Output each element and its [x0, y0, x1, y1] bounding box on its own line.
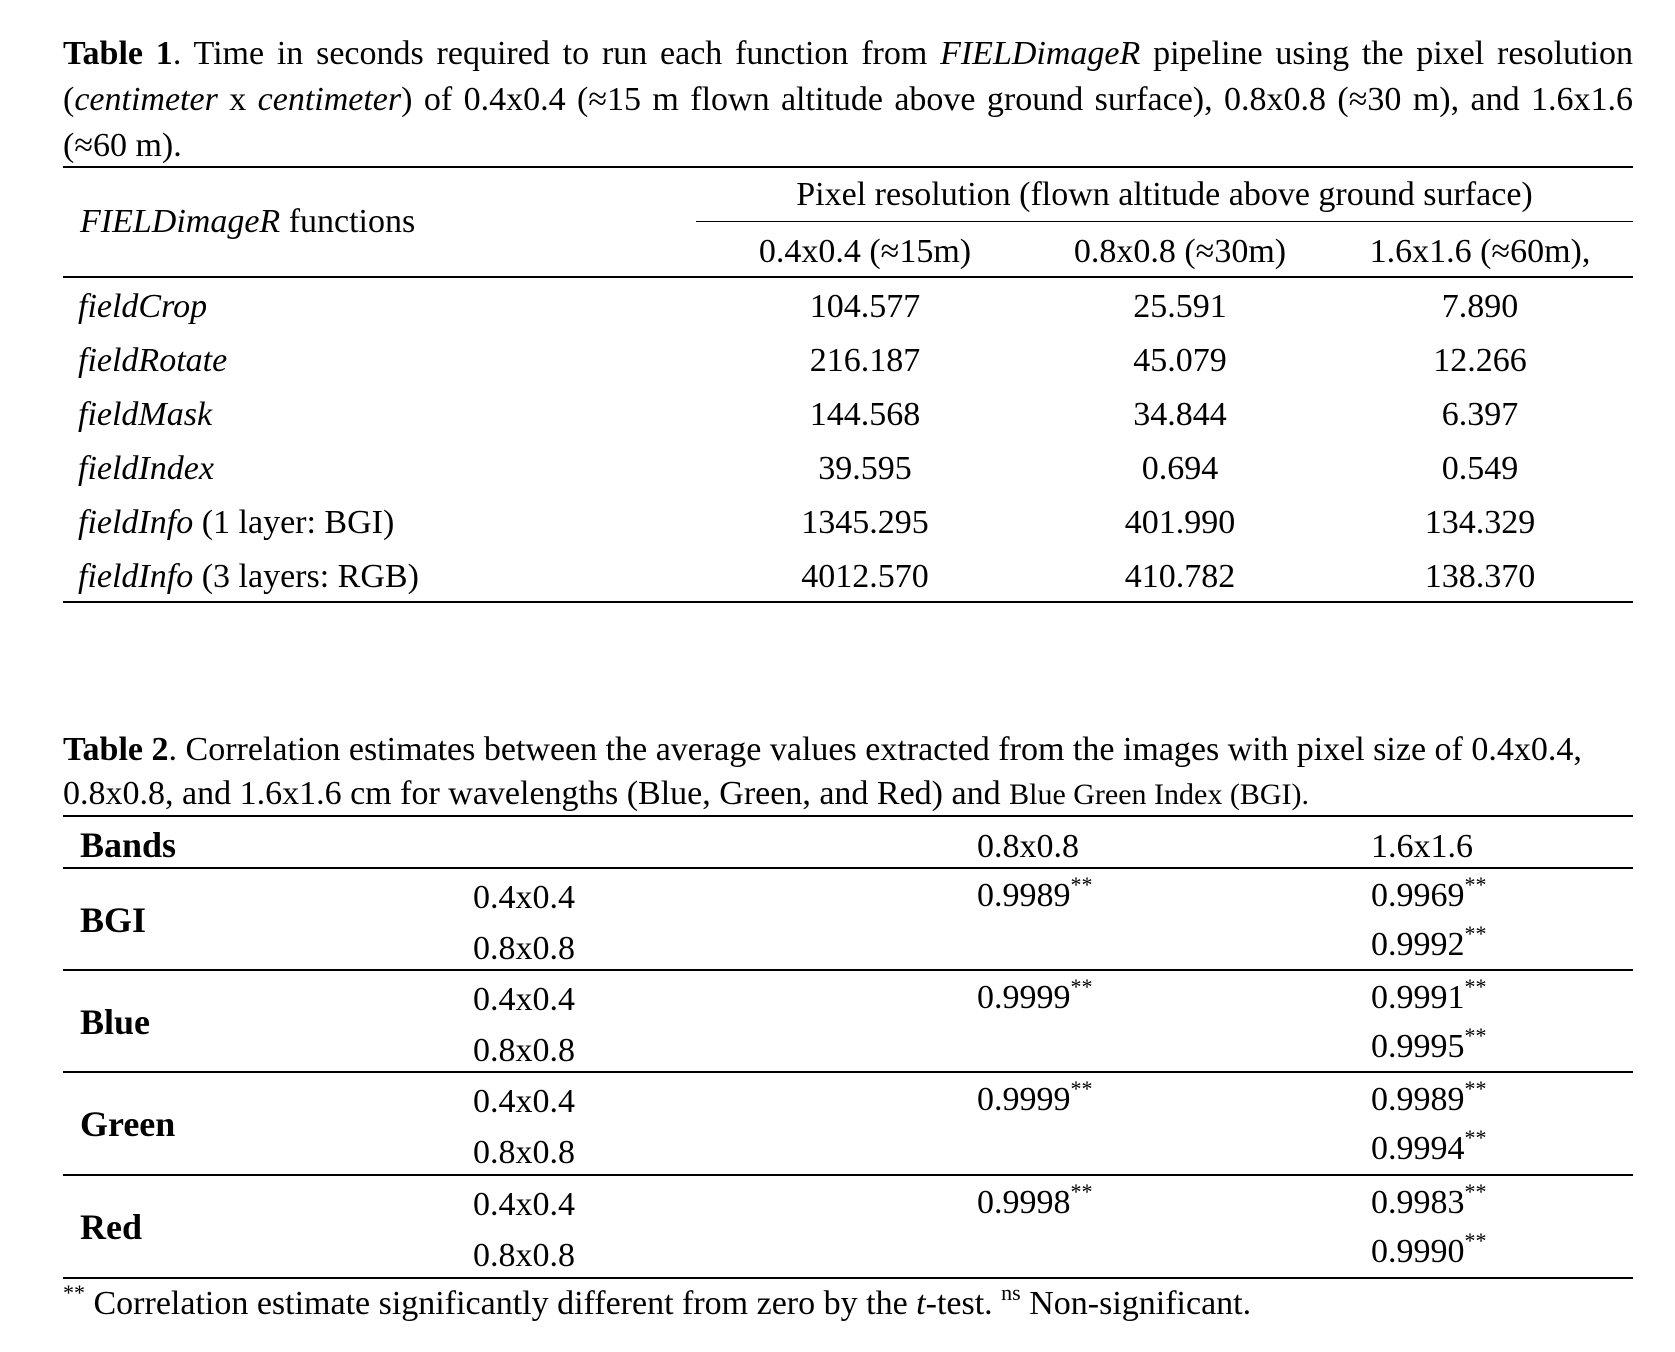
- table1-col-header: 0.8x0.8 (≈30m): [1073, 233, 1287, 270]
- band-label: Blue: [80, 1002, 151, 1042]
- correlation-value: [1371, 1023, 1487, 1067]
- function-name: fieldCrop: [78, 288, 208, 325]
- significance-mark: **: [1464, 1228, 1487, 1253]
- row-label: 0.8x0.8: [473, 1237, 575, 1274]
- table2-group-rule: [63, 1174, 1633, 1176]
- table1-cell: 45.079: [1133, 342, 1227, 379]
- row-label: 0.8x0.8: [473, 930, 575, 967]
- function-extra: (1 layer: BGI): [193, 504, 395, 541]
- significance-mark: **: [1464, 1179, 1487, 1204]
- correlation-value: [1371, 1125, 1487, 1169]
- table1-cell: 144.568: [809, 396, 921, 433]
- table1-row-label: [78, 557, 419, 597]
- value-text: 0.9995: [1371, 1028, 1465, 1065]
- table2-group-rule: [63, 969, 1633, 971]
- table2-col-header: 1.6x1.6: [1371, 828, 1473, 865]
- table1-col-header: 0.4x0.4 (≈15m): [758, 233, 972, 270]
- value-text: 0.9999: [977, 979, 1071, 1016]
- band-label: Green: [80, 1104, 176, 1144]
- table1-cell: 410.782: [1124, 558, 1236, 595]
- table1-cell: 39.595: [818, 450, 912, 487]
- table1-cell: 34.844: [1133, 396, 1227, 433]
- correlation-value: [977, 1076, 1093, 1120]
- footnote-text: t: [916, 1285, 926, 1322]
- footnote-ns-mark: ns: [1001, 1280, 1021, 1305]
- table1-cell: 1345.295: [801, 504, 929, 541]
- significance-mark: **: [1464, 872, 1487, 897]
- table1-row-label: [78, 503, 394, 543]
- row-label: 0.4x0.4: [473, 879, 575, 916]
- table1-cell: 216.187: [809, 342, 921, 379]
- row-label: 0.4x0.4: [473, 981, 575, 1018]
- value-text: 0.9989: [1371, 1081, 1465, 1118]
- function-name: fieldIndex: [78, 450, 214, 487]
- table2-top-rule: [63, 815, 1633, 817]
- table2-bottom-rule: [63, 1277, 1633, 1279]
- value-text: 0.9969: [1371, 877, 1465, 914]
- table2-footnote: [63, 1280, 1252, 1324]
- value-text: 0.9989: [977, 877, 1071, 914]
- table1-spanner-header: Pixel resolution (flown altitude above ground surface): [796, 176, 1533, 213]
- caption-text: . Time in seconds required to run each function from: [172, 35, 941, 72]
- caption-text: x: [217, 81, 258, 118]
- table1-row-label: [78, 287, 207, 327]
- function-name: fieldMask: [78, 396, 213, 433]
- row-label: 0.4x0.4: [473, 1186, 575, 1223]
- band-label: Red: [80, 1207, 142, 1247]
- table1-cell: 134.329: [1424, 504, 1536, 541]
- row-label: 0.4x0.4: [473, 1083, 575, 1120]
- correlation-value: [1371, 921, 1487, 965]
- significance-mark: **: [1464, 974, 1487, 999]
- caption-text: FIELDimageR: [940, 35, 1141, 72]
- caption-text: . Correlation estimates between the average values extracted from the images with pixel size of 0.4x0.4, 0.8x0.8, and 1.6x1.6 cm for wavelengths (Blue, Green, and Red) and: [63, 731, 1582, 812]
- caption-text: centimeter: [74, 81, 218, 118]
- table1-caption: [63, 31, 1633, 169]
- table2-caption: [63, 728, 1633, 817]
- stub-header-italic: FIELDimageR: [80, 203, 281, 240]
- significance-mark: **: [1070, 1076, 1093, 1101]
- significance-mark: **: [1464, 921, 1487, 946]
- significance-mark: **: [1464, 1076, 1487, 1101]
- table2-bands-header: Bands: [80, 825, 177, 865]
- table1-stub-header: [80, 202, 415, 242]
- value-text: 0.9983: [1371, 1184, 1465, 1221]
- value-text: 0.9994: [1371, 1130, 1465, 1167]
- significance-mark: **: [1464, 1125, 1487, 1150]
- table1-cell: 401.990: [1124, 504, 1236, 541]
- function-extra: (3 layers: RGB): [193, 558, 419, 595]
- band-label: BGI: [80, 900, 147, 940]
- table1-header-rule: [63, 276, 1633, 278]
- footnote-text: Correlation estimate significantly different from zero by the: [85, 1285, 917, 1322]
- correlation-value: [977, 974, 1093, 1018]
- table1-cell: 7.890: [1441, 288, 1519, 325]
- significance-mark: **: [1070, 872, 1093, 897]
- table1-col-header: 1.6x1.6 (≈60m),: [1369, 233, 1591, 270]
- table1-cell: 4012.570: [801, 558, 929, 595]
- correlation-value: [977, 1179, 1093, 1223]
- table1-cell: 25.591: [1133, 288, 1227, 325]
- caption-text: pipeline using the pixel resolution (: [63, 35, 1633, 118]
- caption-text-small: Blue Green Index (BGI).: [1009, 778, 1309, 811]
- function-name: fieldRotate: [78, 342, 228, 379]
- correlation-value: [1371, 1228, 1487, 1272]
- significance-mark: **: [1070, 1179, 1093, 1204]
- row-label: 0.8x0.8: [473, 1032, 575, 1069]
- row-label: 0.8x0.8: [473, 1134, 575, 1171]
- function-name: fieldInfo: [78, 504, 194, 541]
- value-text: 0.9998: [977, 1184, 1071, 1221]
- table1-cell: 104.577: [809, 288, 921, 325]
- stub-header-rest: functions: [280, 203, 416, 240]
- table2-caption-label: Table 2: [63, 731, 169, 768]
- value-text: 0.9999: [977, 1081, 1071, 1118]
- correlation-value: [1371, 1179, 1487, 1223]
- table1-bottom-rule: [63, 601, 1633, 603]
- footnote-mark: **: [63, 1280, 85, 1305]
- correlation-value: [977, 872, 1093, 916]
- table2-col-header: 0.8x0.8: [977, 828, 1079, 865]
- table1-row-label: [78, 341, 227, 381]
- table1-cell: 0.694: [1141, 450, 1219, 487]
- function-name: fieldInfo: [78, 558, 194, 595]
- correlation-value: [1371, 872, 1487, 916]
- footnote-text: Non-significant.: [1020, 1285, 1252, 1322]
- correlation-value: [1371, 1076, 1487, 1120]
- value-text: 0.9990: [1371, 1233, 1465, 1270]
- value-text: 0.9991: [1371, 979, 1465, 1016]
- table1-caption-label: Table 1: [63, 35, 173, 72]
- caption-text: ) of 0.4x0.4 (≈15 m flown altitude above ground surface), 0.8x0.8 (≈30 m), and 1.6x1.6 (≈60 m).: [63, 81, 1633, 164]
- significance-mark: **: [1464, 1023, 1487, 1048]
- table1-cell: 0.549: [1441, 450, 1519, 487]
- table1-top-rule: [63, 166, 1633, 168]
- table1-cell: 6.397: [1441, 396, 1519, 433]
- correlation-value: [1371, 974, 1487, 1018]
- table1-spanner-rule: [696, 221, 1633, 222]
- table1-row-label: [78, 395, 212, 435]
- table2-header-rule: [63, 867, 1633, 869]
- table1-row-label: [78, 449, 214, 489]
- table2-group-rule: [63, 1071, 1633, 1073]
- table1-cell: 138.370: [1424, 558, 1536, 595]
- significance-mark: **: [1070, 974, 1093, 999]
- value-text: 0.9992: [1371, 926, 1465, 963]
- table1-cell: 12.266: [1433, 342, 1527, 379]
- caption-text: centimeter: [257, 81, 402, 118]
- footnote-text: -test.: [925, 1285, 1002, 1322]
